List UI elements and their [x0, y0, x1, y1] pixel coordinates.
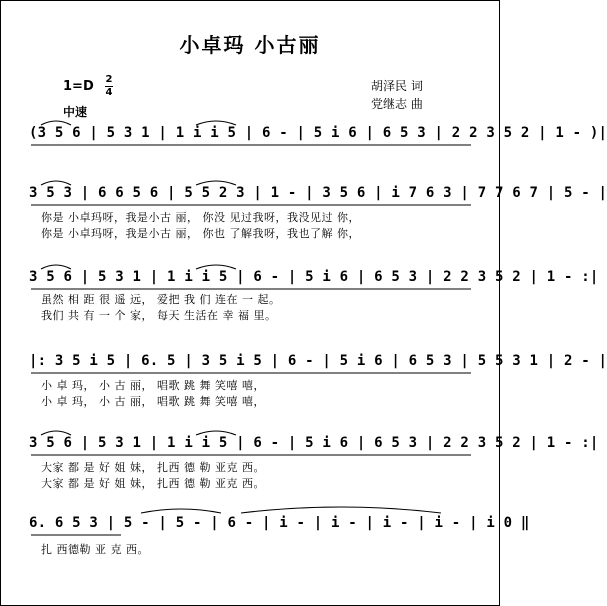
lyricist-credit: 胡泽民 词: [371, 79, 423, 93]
lyric-line-4-verse-1: 小 卓 玛， 小 古 丽， 唱歌 跳 舞 笑嘻 嘻，: [41, 379, 265, 392]
lyric-line-2-verse-1: 你是 小卓玛呀，我是小古 丽， 你没 见过我呀，我没见过 你，: [41, 211, 360, 224]
notation-line-3: 3 5 6 | 5 3 1 | 1 i i 5 | 6 - | 5 i 6 | 6 5 3 | 2 2 3 5 2 | 1 - :|: [29, 269, 599, 285]
notation-line-1: (3 5 6 | 5 3 1 | 1 i i 5 | 6 - | 5 i 6 | 6 5 3 | 2 2 3 5 2 | 1 - )|: [29, 125, 607, 141]
song-title: 小卓玛 小古丽: [179, 33, 321, 57]
tempo-marking: 中速: [63, 105, 88, 119]
notation-line-2: 3 5 3 | 6 6 5 6 | 5 5 2 3 | 1 - | 3 5 6 | i 7 6 3 | 7 7 6 7 | 5 - |: [29, 185, 607, 201]
lyric-line-3-verse-1: 虽然 相 距 很 遥 远， 爱把 我 们 连在 一 起。: [41, 293, 281, 306]
slur-10: [241, 507, 441, 513]
key-signature: 1=D: [63, 79, 94, 94]
notation-line-4: |: 3 5 i 5 | 6. 5 | 3 5 i 5 | 6 - | 5 i 6 | 6 5 3 | 5 5 3 1 | 2 - |: [29, 353, 607, 369]
notation-line-5: 3 5 6 | 5 3 1 | 1 i i 5 | 6 - | 5 i 6 | 6 5 3 | 2 2 3 5 2 | 1 - :|: [29, 435, 599, 451]
lyric-line-2-verse-2: 你是 小卓玛呀，我是小古 丽， 你也 了解我呀，我也了解 你，: [41, 227, 360, 240]
time-signature: [105, 75, 113, 98]
composer-credit: 党继志 曲: [371, 97, 423, 111]
notation-line-6: 6. 6 5 3 | 5 - | 5 - | 6 - | i - | i - | i - | i - | i 0 ‖: [29, 515, 530, 531]
slur-9: [141, 509, 221, 513]
time-signature-bottom: 4: [105, 87, 113, 98]
lyric-line-5-verse-2: 大家 都 是 好 姐 妹， 扎西 德 勒 亚克 西。: [41, 477, 265, 490]
lyric-line-5-verse-1: 大家 都 是 好 姐 妹， 扎西 德 勒 亚克 西。: [41, 461, 265, 474]
lyric-line-3-verse-2: 我们 共 有 一 个 家， 每天 生活在 幸 福 里。: [41, 309, 277, 322]
time-signature-top: 2: [105, 74, 113, 85]
lyric-line-4-verse-2: 小 卓 玛， 小 古 丽， 唱歌 跳 舞 笑嘻 嘻，: [41, 395, 265, 408]
lyric-line-6: 扎 西德勒 亚 克 西。: [41, 543, 149, 556]
